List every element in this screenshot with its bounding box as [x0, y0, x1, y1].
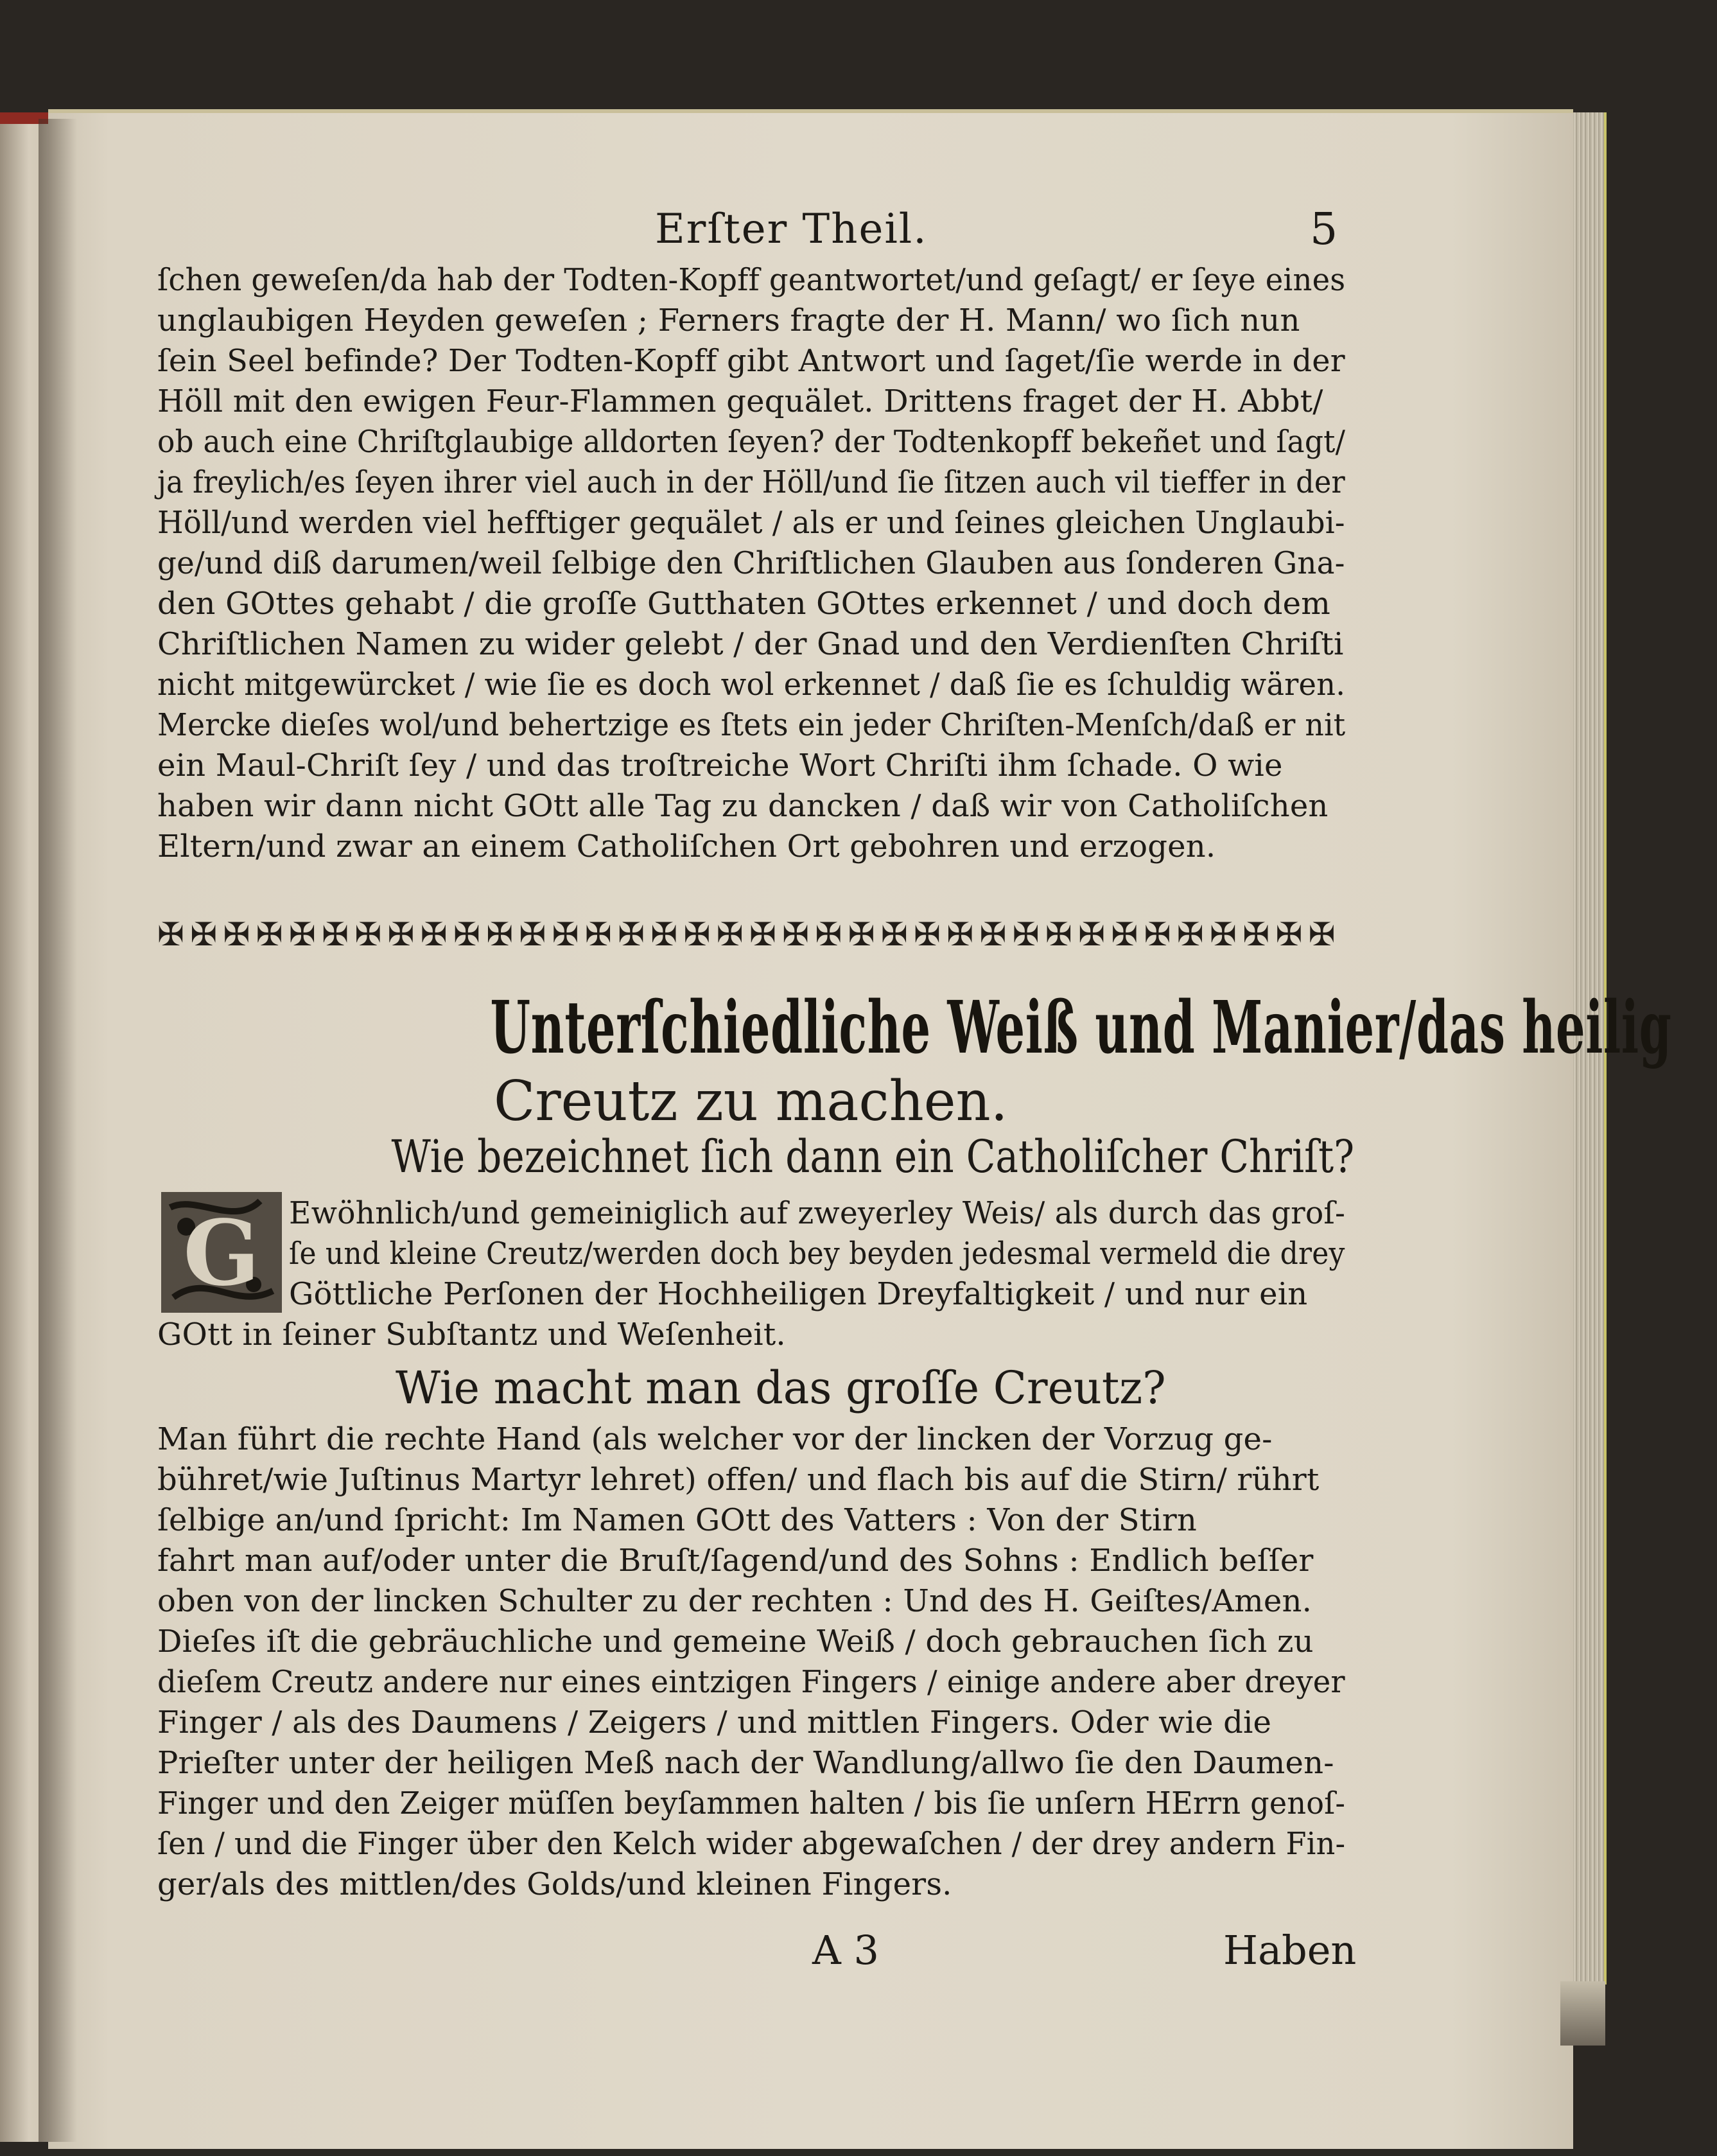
spine-shadow: [39, 119, 77, 2142]
ornament-glyph: ✠: [1111, 916, 1138, 953]
ornament-glyph: ✠: [453, 916, 480, 953]
ornament-glyph: ✠: [1078, 916, 1106, 953]
paragraph-2: [289, 1193, 1345, 1315]
text-line: nicht mitgewürcket / wie ſie es doch wol erkennet / daß ſie es ſchuldig wären.: [157, 667, 1346, 703]
text-line: Göttliche Perſonen der Hochheiligen Dreyfaltigkeit / und nur ein: [289, 1276, 1308, 1312]
ornament-glyph: ✠: [650, 916, 678, 953]
ornament-glyph: ✠: [683, 916, 711, 953]
ornament-glyph: ✠: [1144, 916, 1171, 953]
text-line: Chriſtlichen Namen zu wider gelebt / der Gnad und den Verdienſten Chriſti: [157, 626, 1344, 662]
text-line: haben wir dann nicht GOtt alle Tag zu dancken / daß wir von Catholiſchen: [157, 788, 1329, 824]
text-line: oben von der lincken Schulter zu der rechten : Und des H. Geiſtes/Amen.: [157, 1583, 1312, 1619]
ornament-glyph: ✠: [322, 916, 349, 953]
signature-mark: A 3: [812, 1927, 879, 1974]
ornament-glyph: ✠: [288, 916, 316, 953]
page-number: 5: [1310, 204, 1338, 255]
text-line: fahrt man auf/oder unter die Bruſt/ſagend/und des Sohns : Endlich beſſer: [157, 1543, 1314, 1579]
text-line: den GOttes gehabt / die groſſe Gutthaten GOttes erkennet / und doch dem: [157, 586, 1330, 622]
text-line: Eltern/und zwar an einem Catholiſchen Ort gebohren und erzogen.: [157, 828, 1216, 864]
text-line: Höll/und werden viel hefftiger gequälet / als er und ſeines gleichen Unglaubi-: [157, 505, 1345, 541]
ornament-glyph: ✠: [979, 916, 1007, 953]
ornament-glyph: ✠: [749, 916, 776, 953]
text-line: Finger / als des Daumens / Zeigers / und mittlen Fingers. Oder wie die: [157, 1705, 1272, 1740]
text-line: ſelbige an/und ſpricht: Im Namen GOtt des Vatters : Von der Stirn: [157, 1502, 1197, 1538]
ornament-glyph: ✠: [519, 916, 546, 953]
text-line: ob auch eine Chriſtglaubige alldorten ſeyen? der Todtenkopff bekeñet und ſagt/: [157, 424, 1346, 460]
question-heading-2: Wie macht man das groſſe Creutz?: [395, 1362, 1166, 1414]
text-block-1: [157, 260, 1345, 867]
catchword: Haben: [1223, 1927, 1357, 1974]
ornament-glyph: ✠: [716, 916, 744, 953]
ornament-glyph: ✠: [387, 916, 415, 953]
ornament-glyph: ✠: [1045, 916, 1072, 953]
ornament-glyph: ✠: [1176, 916, 1204, 953]
text-line: Höll mit den ewigen Feur-Flammen gequälet. Drittens fraget der H. Abbt/: [157, 383, 1323, 419]
ornament-glyph: ✠: [914, 916, 941, 953]
question-heading-1: Wie bezeichnet ſich dann ein Catholiſcher Chriſt?: [391, 1130, 1355, 1183]
text-line: dieſem Creutz andere nur eines eintzigen Fingers / einige andere aber dreyer: [157, 1664, 1345, 1700]
ornament-glyph: ✠: [1308, 916, 1336, 953]
text-line: ein Maul-Chriſt ſey / und das troſtreiche Wort Chriſti ihm ſchade. O wie: [157, 748, 1283, 784]
svg-text:G: G: [183, 1201, 260, 1306]
text-line: Dieſes iſt die gebräuchliche und gemeine Weiß / doch gebrauchen ſich zu: [157, 1624, 1314, 1660]
paragraph-2-last-line: GOtt in ſeiner Subſtantz und Weſenheit.: [157, 1317, 786, 1353]
section-title-line2: Creutz zu machen.: [494, 1069, 1008, 1134]
text-line: Mercke dieſes wol/und behertzige es ſtets ein jeder Chriſten-Menſch/daß er nit: [157, 707, 1346, 743]
paragraph-3: [157, 1419, 1345, 1905]
text-line: ſen / und die Finger über den Kelch wider abgewaſchen / der drey andern Fin-: [157, 1826, 1346, 1862]
page-stack-bottom: [1560, 1981, 1605, 2046]
text-line: ger/als des mittlen/des Golds/und kleinen Fingers.: [157, 1866, 952, 1902]
text-line: Prieſter unter der heiligen Meß nach der Wandlung/allwo ſie den Daumen-: [157, 1745, 1334, 1781]
ornament-glyph: ✠: [848, 916, 875, 953]
ornament-glyph: ✠: [552, 916, 579, 953]
text-line: ſe und kleine Creutz/werden doch bey beyden jedesmal vermeld die drey: [289, 1236, 1345, 1272]
ornament-glyph: ✠: [584, 916, 612, 953]
ornament-row: [157, 915, 1336, 954]
running-title: Erſter Theil.: [655, 206, 928, 253]
ornament-glyph: ✠: [782, 916, 810, 953]
ornament-glyph: ✠: [190, 916, 218, 953]
text-line: ſein Seel befinde? Der Todten-Kopff gibt Antwort und ſaget/ſie werde in der: [157, 343, 1345, 379]
ornament-glyph: ✠: [946, 916, 974, 953]
ornament-glyph: ✠: [815, 916, 842, 953]
decorated-initial: [157, 1188, 286, 1317]
ornament-glyph: ✠: [420, 916, 448, 953]
text-line: ge/und diß darumen/weil ſelbige den Chriſtlichen Glauben aus ſonderen Gna-: [157, 545, 1345, 581]
ornament-glyph: ✠: [1012, 916, 1040, 953]
ornament-glyph: ✠: [1242, 916, 1270, 953]
ornament-glyph: ✠: [1210, 916, 1237, 953]
ornament-glyph: ✠: [223, 916, 250, 953]
ornament-glyph: ✠: [354, 916, 382, 953]
ornament-glyph: ✠: [1275, 916, 1303, 953]
text-line: ſchen geweſen/da hab der Todten-Kopff geantwortet/und geſagt/ er ſeye eines: [157, 262, 1346, 298]
text-line: unglaubigen Heyden geweſen ; Ferners fragte der H. Mann/ wo ſich nun: [157, 302, 1300, 338]
ornament-glyph: ✠: [618, 916, 645, 953]
ornament-glyph: ✠: [486, 916, 514, 953]
ornament-glyph: ✠: [256, 916, 283, 953]
text-line: Man führt die rechte Hand (als welcher vor der lincken der Vorzug ge-: [157, 1421, 1273, 1457]
text-line: bühret/wie Juſtinus Martyr lehret) offen/ und flach bis auf die Stirn/ rührt: [157, 1462, 1320, 1498]
ornament-glyph: ✠: [157, 916, 184, 953]
text-line: ja freylich/es ſeyen ihrer viel auch in der Höll/und ſie ſitzen auch vil tieffer in der: [157, 464, 1345, 500]
ornament-glyph: ✠: [880, 916, 908, 953]
section-title: Unterſchiedliche Weiß und Manier/das heilig: [490, 986, 1672, 1070]
text-line: Ewöhnlich/und gemeiniglich auf zweyerley Weis/ als durch das groſ-: [289, 1195, 1346, 1231]
text-line: Finger und den Zeiger müſſen beyſammen halten / bis ſie unſern HErrn genoſ-: [157, 1785, 1346, 1821]
